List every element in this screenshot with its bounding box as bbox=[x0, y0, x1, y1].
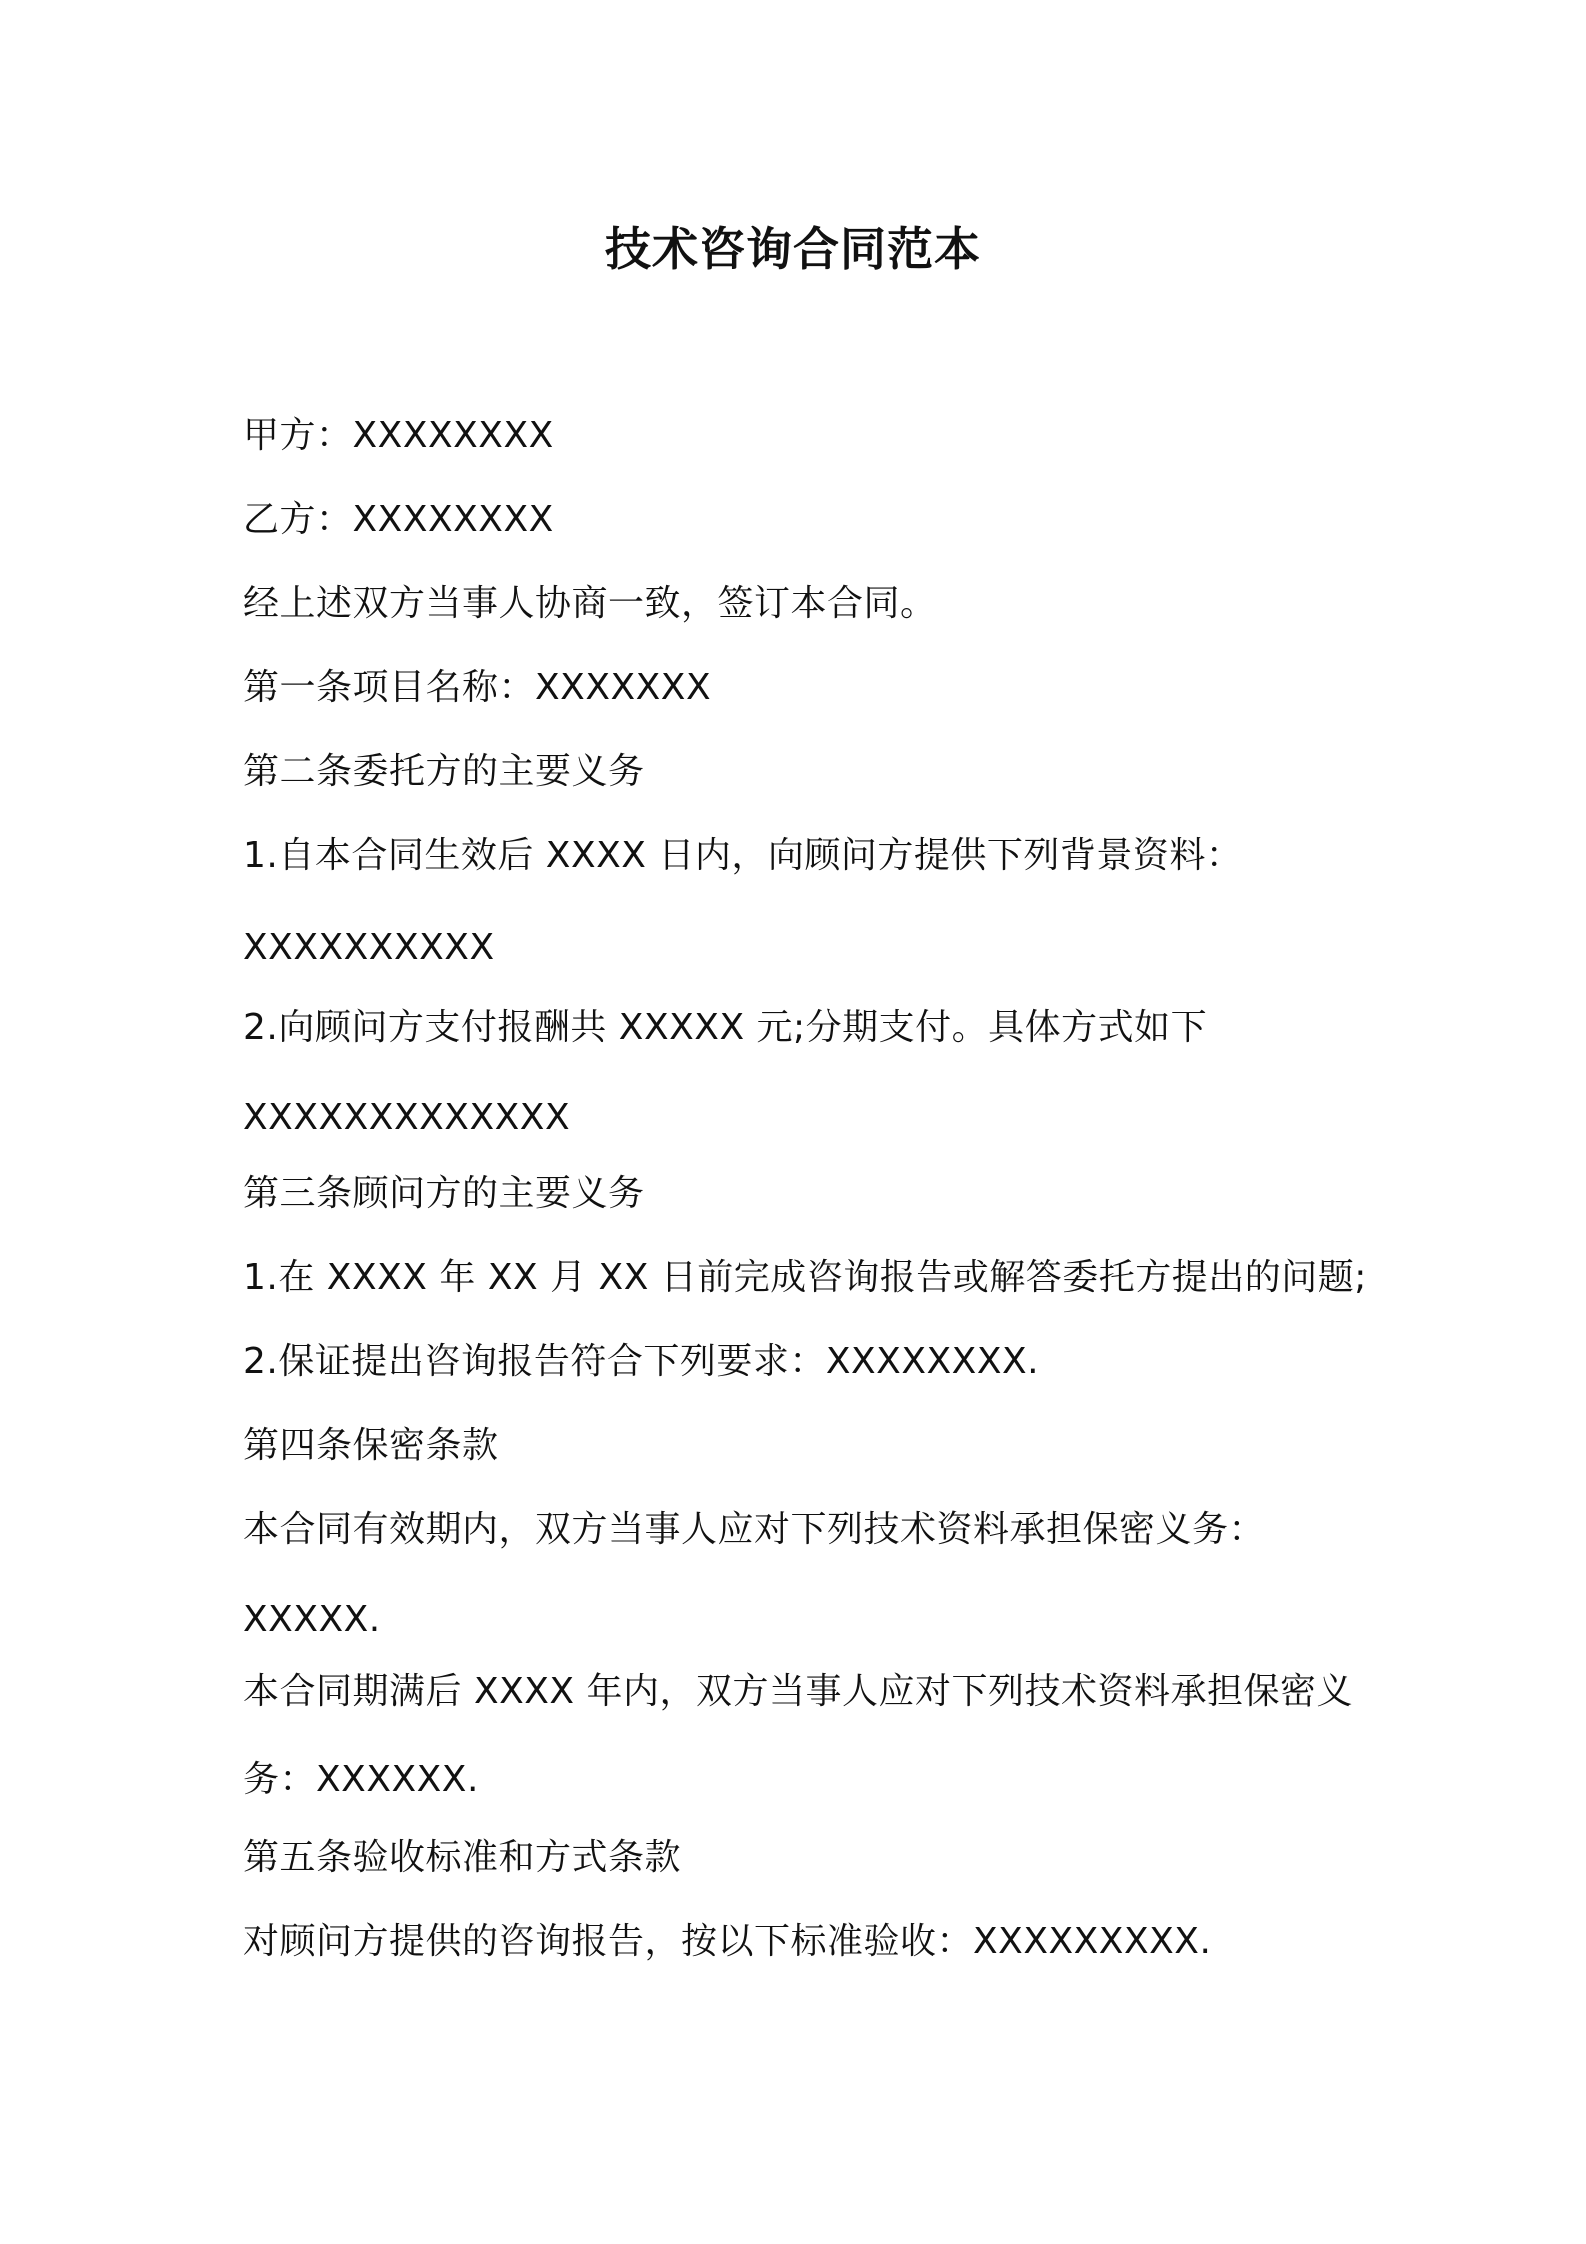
article-4-heading: 第四条保密条款 bbox=[243, 1425, 499, 1466]
article-5-heading: 第五条验收标准和方式条款 bbox=[243, 1837, 682, 1878]
party-b-line: 乙方：XXXXXXXX bbox=[243, 499, 554, 540]
article-2-item-1: 1.自本合同生效后 XXXX 日内，向顾问方提供下列背景资料： bbox=[243, 835, 1243, 876]
article-4-paragraph-1: 本合同有效期内，双方当事人应对下列技术资料承担保密义务： bbox=[243, 1509, 1266, 1550]
party-a-line: 甲方：XXXXXXXX bbox=[243, 415, 554, 456]
article-2-heading: 第二条委托方的主要义务 bbox=[243, 751, 645, 792]
article-3-item-1: 1.在 XXXX 年 XX 月 XX 日前完成咨询报告或解答委托方提出的问题; bbox=[243, 1257, 1367, 1298]
article-1-heading: 第一条项目名称：XXXXXXX bbox=[243, 667, 712, 708]
article-4-paragraph-1-content: XXXXX. bbox=[243, 1599, 381, 1640]
article-2-item-2-content: XXXXXXXXXXXXX bbox=[243, 1097, 571, 1138]
document-title: 技术咨询合同范本 bbox=[605, 222, 981, 276]
article-4-paragraph-2: 本合同期满后 XXXX 年内，双方当事人应对下列技术资料承担保密义 bbox=[243, 1671, 1354, 1712]
article-5-paragraph: 对顾问方提供的咨询报告，按以下标准验收：XXXXXXXXX. bbox=[243, 1921, 1212, 1962]
article-2-item-2: 2.向顾问方支付报酬共 XXXXX 元;分期支付。具体方式如下 bbox=[243, 1007, 1208, 1048]
article-3-item-2: 2.保证提出咨询报告符合下列要求：XXXXXXXX. bbox=[243, 1341, 1040, 1382]
article-4-paragraph-2-cont: 务：XXXXXX. bbox=[243, 1759, 479, 1800]
agreement-statement: 经上述双方当事人协商一致，签订本合同。 bbox=[243, 583, 937, 624]
article-3-heading: 第三条顾问方的主要义务 bbox=[243, 1173, 645, 1214]
article-2-item-1-content: XXXXXXXXXX bbox=[243, 927, 495, 968]
